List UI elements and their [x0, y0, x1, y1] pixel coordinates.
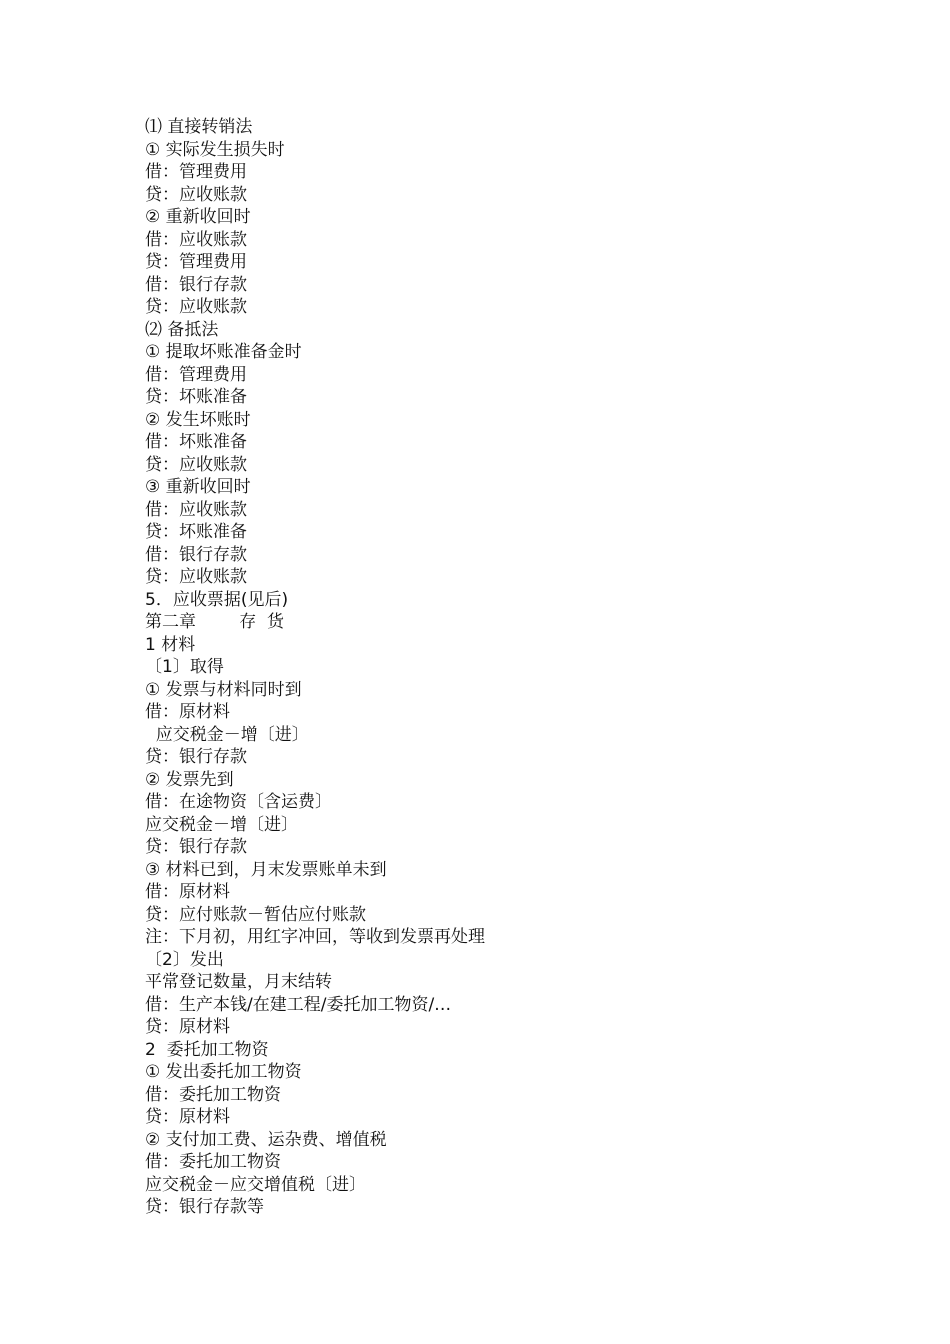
text-line: 贷：银行存款等: [145, 1197, 264, 1217]
text-line: 借：管理费用: [145, 364, 247, 385]
text-line: 借：委托加工物资: [145, 1152, 281, 1172]
text-line: 借：委托加工物资: [145, 1084, 281, 1105]
text-line: 贷：应收账款: [145, 184, 247, 205]
text-line: ① 发票与材料同时到: [145, 679, 302, 700]
text-line: 借：坏账准备: [145, 432, 247, 452]
text-line: 借：生产本钱/在建工程/委托加工物资/…: [145, 994, 452, 1015]
text-line: ⑴ 直接转销法: [145, 117, 253, 137]
note-line: 注：下月初，用红字冲回，等收到发票再处理: [145, 927, 485, 947]
text-line: 借：银行存款: [145, 544, 247, 565]
text-line: 借：应收账款: [145, 229, 247, 250]
document-page: [145, 116, 845, 1219]
text-line: 贷：应收账款: [145, 567, 247, 587]
text-line: ② 重新收回时: [145, 207, 251, 227]
text-line: 应交税金－增〔进〕: [145, 724, 309, 745]
text-line: 贷：银行存款: [145, 747, 247, 767]
text-line: 贷：应收账款: [145, 454, 247, 475]
text-line: 借：原材料: [145, 882, 230, 902]
text-line: ③ 重新收回时: [145, 477, 251, 497]
text-line: 借：原材料: [145, 702, 230, 722]
text-line: 贷：原材料: [145, 1017, 230, 1037]
subsection-heading: 〔2〕发出: [145, 949, 224, 970]
text-line: 借：应收账款: [145, 499, 247, 520]
text-line: 贷：坏账准备: [145, 387, 247, 407]
chapter-heading: 第二章 存 货: [145, 612, 285, 632]
section-heading: 5．应收票据(见后): [145, 589, 289, 610]
text-line: 应交税金－增〔进〕: [145, 814, 298, 835]
text-line: ② 支付加工费、运杂费、增值税: [145, 1129, 387, 1150]
text-line: 借：在途物资〔含运费〕: [145, 792, 332, 812]
text-line: 贷：坏账准备: [145, 522, 247, 542]
text-line: 应交税金－应交增值税〔进〕: [145, 1174, 366, 1195]
section-heading: 2 委托加工物资: [145, 1039, 269, 1060]
text-line: 借：管理费用: [145, 162, 247, 182]
text-line: 贷：管理费用: [145, 252, 247, 272]
text-line: 借：银行存款: [145, 274, 247, 295]
text-line: ③ 材料已到，月末发票账单未到: [145, 859, 387, 880]
text-line: 贷：应收账款: [145, 297, 247, 317]
subsection-heading: 〔1〕取得: [145, 657, 224, 677]
section-heading: 1 材料: [145, 634, 196, 655]
text-line: ① 实际发生损失时: [145, 139, 285, 160]
text-line: ⑵ 备抵法: [145, 319, 219, 340]
text-line: 贷：原材料: [145, 1107, 230, 1127]
text-line: ② 发生坏账时: [145, 409, 251, 430]
text-line: 平常登记数量，月末结转: [145, 972, 332, 992]
text-line: 贷：应付账款－暂估应付账款: [145, 904, 366, 925]
text-line: ② 发票先到: [145, 769, 234, 790]
text-line: ① 提取坏账准备金时: [145, 342, 302, 362]
text-line: ① 发出委托加工物资: [145, 1062, 302, 1082]
text-line: 贷：银行存款: [145, 837, 247, 857]
